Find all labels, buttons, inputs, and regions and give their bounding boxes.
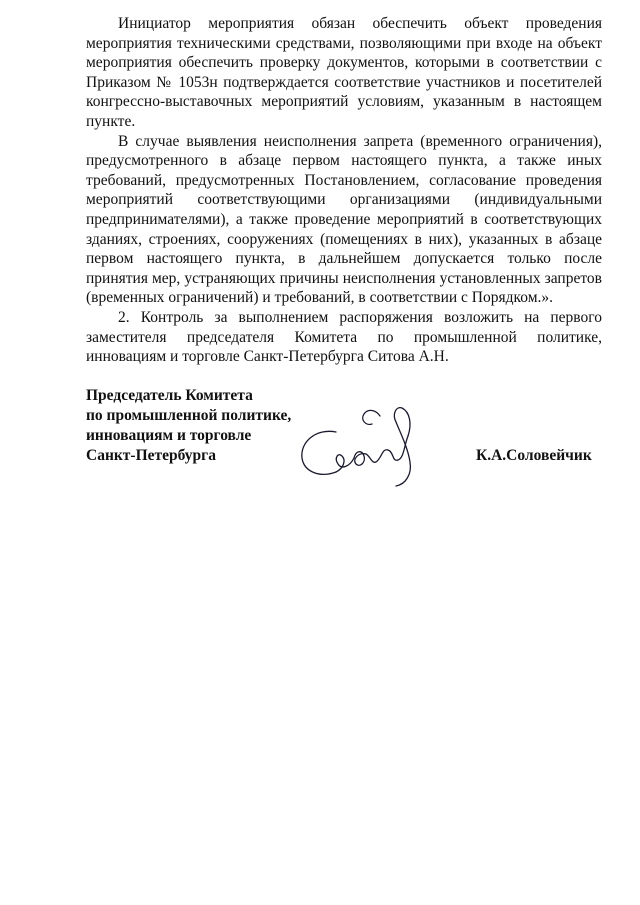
signer-title-line: по промышленной политике, bbox=[86, 407, 292, 424]
paragraph-equipment-obligation: Инициатор мероприятия обязан обеспечить объект проведения мероприятия техническими средствами, позволяющими при входе на объект мероприятия обеспечить проверку документов, которыми в соответствии с Приказом № 1053н подтверждается соответствие участников и посетителей конгрессно-выставочных мероприятий условиям, указанным в настоящем пункте. bbox=[86, 15, 602, 130]
paragraph-control-assignment: 2. Контроль за выполнением распоряжения возложить на первого заместителя председателя Комитета по промышленной политике, инновациям и торговле Санкт-Петербурга Ситова А.Н. bbox=[86, 308, 602, 366]
signer-title-line: Санкт-Петербурга bbox=[86, 447, 216, 464]
signer-name: К.А.Соловейчик bbox=[476, 447, 592, 464]
paragraph-violation-measures: В случае выявления неисполнения запрета (временного ограничения), предусмотренного в абзаце первом настоящего пункта, а также иных требований, предусмотренных Постановлением, согласование проведения мероприятий соответствующими организациями (индивидуальными предпринимателями), а также проведение мероприятий в соответствующих зданиях, строениях, сооружениях (помещениях в них), указанных в абзаце первом настоящего пункта, в дальнейшем допускается только после принятия мер, устраняющих причины неисполнения установленных запретов (временных ограничений) и требований, в соответствии с Порядком.». bbox=[86, 132, 602, 307]
signer-title-line: Председатель Комитета bbox=[86, 387, 253, 404]
signer-title bbox=[86, 386, 291, 466]
signer-title-line: инновациям и торговле bbox=[86, 427, 252, 444]
handwritten-signature bbox=[296, 402, 446, 488]
document-body bbox=[86, 14, 602, 367]
signature-block bbox=[86, 386, 616, 496]
